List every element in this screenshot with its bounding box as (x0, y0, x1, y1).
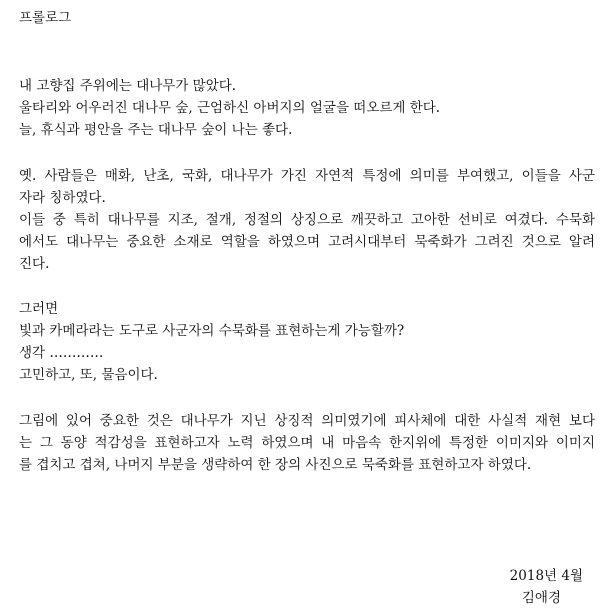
paragraph-2-line-4: 에서도 대나무는 중요한 소재로 역할을 하였으며 고려시대부터 묵죽화가 그려진 것으로 알려 (19, 234, 595, 250)
document-date: 2018년 4월 (509, 568, 583, 584)
paragraph-3-line-4: 고민하고, 또, 물음이다. (19, 367, 158, 383)
paragraph-1-line-1: 내 고향집 주위에는 대나무가 많았다. (19, 78, 237, 94)
paragraph-1-line-2: 울타리와 어우러진 대나무 숲, 근엄하신 아버지의 얼굴을 떠오르게 한다. (19, 100, 441, 116)
paragraph-3-line-2: 빛과 카메라라는 도구로 사군자의 수묵화를 표현하는게 가능할까? (19, 323, 405, 339)
paragraph-2-line-1: 옛. 사람들은 매화, 난초, 국화, 대나무가 가진 자연적 특정에 의미를 부여했고, 이들을 사군 (19, 168, 595, 184)
document-title: 프롤로그 (19, 10, 72, 26)
paragraph-4-line-2: 는 그 동양 적감성을 표현하고자 노력 하였으며 내 마음속 한지위에 특정한 이미지와 이미지 (19, 435, 595, 451)
paragraph-4-line-3: 를 겹치고 겹쳐, 나머지 부분을 생략하여 한 장의 사진으로 묵죽화를 표현하고자 하였다. (19, 457, 532, 473)
paragraph-1-line-3: 늘, 휴식과 평안을 주는 대나무 숲이 나는 좋다. (19, 122, 293, 138)
paragraph-3-line-3: 생각 ………… (19, 345, 104, 361)
document-author: 김애경 (521, 590, 561, 606)
paragraph-2-line-3: 이들 중 특히 대나무를 지조, 절개, 정절의 상징으로 깨끗하고 고아한 선비로 여겼다. 수묵화 (19, 212, 595, 228)
paragraph-3-line-1: 그러면 (19, 301, 59, 317)
paragraph-2-line-2: 자라 칭하였다. (19, 190, 106, 206)
paragraph-4-line-1: 그림에 있어 중요한 것은 대나무가 지닌 상징적 의미였기에 피사체에 대한 사실적 재현 보다 (19, 413, 595, 429)
paragraph-2-line-5: 진다. (19, 256, 50, 272)
